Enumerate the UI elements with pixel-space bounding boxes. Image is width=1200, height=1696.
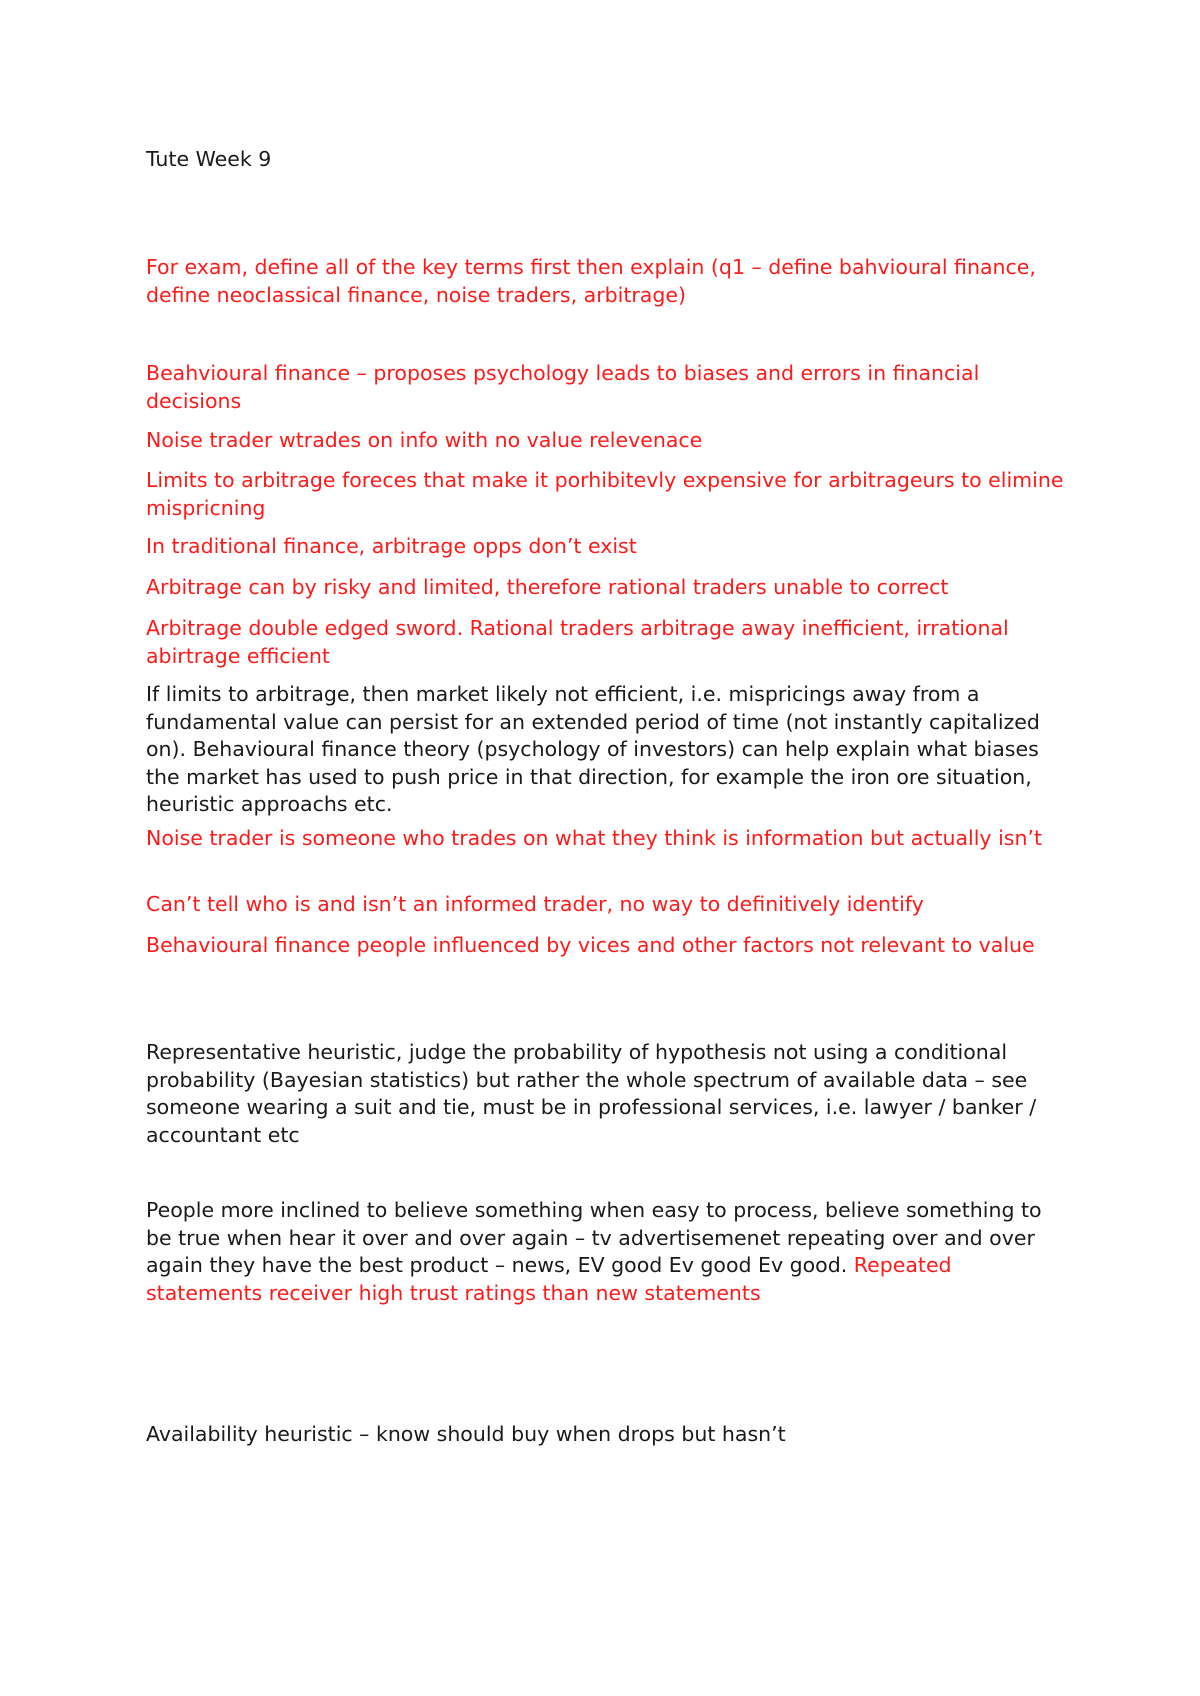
- note-limits-to-arbitrage: Limits to arbitrage foreces that make it porhibitevly expensive for arbitrageurs to elimine mispricning: [146, 468, 1064, 520]
- note-noise-trader-definition: Noise trader is someone who trades on what they think is information but actually isn’t: [146, 826, 1043, 850]
- note-double-edged-sword: Arbitrage double edged sword. Rational traders arbitrage away inefficient, irrational abirtrage efficient: [146, 616, 1009, 668]
- exam-note: For exam, define all of the key terms first then explain (q1 – define bahvioural finance, define neoclassical finance, noise traders, arbitrage): [146, 255, 1036, 307]
- document-title: Tute Week 9: [146, 147, 272, 171]
- note-behavioural-vices: Behavioural finance people influenced by vices and other factors not relevant to value: [146, 933, 1035, 957]
- availability-heuristic: Availability heuristic – know should buy when drops but hasn’t: [146, 1422, 786, 1446]
- repetition-text: People more inclined to believe something when easy to process, believe something to be true when hear it over and over again – tv advertisemenet repeating over and over again they have the best product – news, EV good Ev good Ev good.: [146, 1198, 1042, 1277]
- repetition-annotation: Repeated statements receiver high trust ratings than new statements: [146, 1253, 952, 1305]
- repetition-paragraph: [146, 1197, 1066, 1307]
- note-traditional-finance: In traditional finance, arbitrage opps don’t exist: [146, 534, 637, 558]
- note-arbitrage-risky: Arbitrage can by risky and limited, therefore rational traders unable to correct: [146, 575, 949, 599]
- note-behavioural-finance: Beahvioural finance – proposes psychology leads to biases and errors in financial decisions: [146, 361, 980, 413]
- limits-paragraph: If limits to arbitrage, then market likely not efficient, i.e. mispricings away from a fundamental value can persist for an extended period of time (not instantly capitalized on). Behavioural finance theory (psychology of investors) can help explain what biases the market has used to push price in that direction, for example the iron ore situation, heuristic approachs etc.: [146, 682, 1040, 816]
- representative-heuristic-paragraph: Representative heuristic, judge the probability of hypothesis not using a conditional probability (Bayesian statistics) but rather the whole spectrum of available data – see someone wearing a suit and tie, must be in professional services, i.e. lawyer / banker / accountant etc: [146, 1040, 1037, 1147]
- note-noise-trader: Noise trader wtrades on info with no value relevenace: [146, 428, 703, 452]
- note-informed-trader: Can’t tell who is and isn’t an informed trader, no way to definitively identify: [146, 892, 924, 916]
